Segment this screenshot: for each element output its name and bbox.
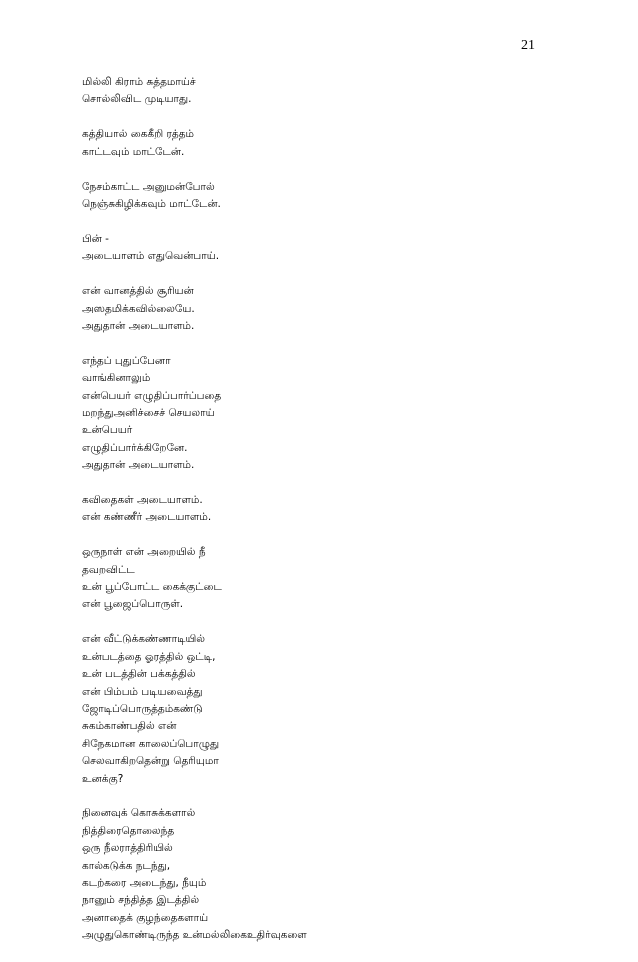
poem-line: நித்திரைதொலைந்த (82, 824, 175, 837)
page-number: 21 (521, 38, 535, 53)
poem-line: ஒருநாள் என் அறையில் நீ (82, 546, 206, 559)
stanza-6 (82, 353, 602, 475)
poem-line: அதுதான் அடையாளம். (82, 319, 195, 332)
poem-line: சொல்லிவிட முடியாது. (82, 93, 192, 106)
stanza-8 (82, 544, 602, 614)
poem-body (82, 74, 602, 962)
poem-line: மறந்துஅனிச்சைச் செயலாய் (82, 406, 215, 419)
stanza-1 (82, 74, 602, 109)
stanza-7 (82, 492, 602, 527)
stanza-2 (82, 126, 602, 161)
stanza-10 (82, 805, 602, 944)
poem-line: நானும் சந்தித்த இடத்தில் (82, 894, 200, 907)
poem-line: சிநேகமான காலைப்பொழுது (82, 737, 220, 750)
poem-line: எழுதிப்பார்க்கிறேனே. (82, 441, 188, 454)
poem-line: அடையாளம் எதுவென்பாய். (82, 250, 220, 263)
poem-line: என் பூஜைப்பொருள். (82, 598, 184, 611)
poem-line: உன் படத்தின் பக்கத்தில் (82, 668, 196, 681)
poem-line: ஜோடிப்பொருத்தம்கண்டு (82, 702, 203, 715)
poem-line: பின் - (82, 232, 109, 245)
poem-line: காட்டவும் மாட்டேன். (82, 145, 185, 158)
poem-line: என் வீட்டுக்கண்ணாடியில் (82, 633, 205, 646)
poem-line: என் வானத்தில் சூரியன் (82, 285, 194, 298)
poem-line: ஒரு நீலராத்திரியில் (82, 842, 173, 855)
poem-line: வாங்கினாலும் (82, 372, 151, 385)
poem-line: உன் பூப்போட்ட கைக்குட்டை (82, 581, 222, 594)
poem-line: என் கண்ணீர் அடையாளம். (82, 511, 212, 524)
poem-line: உனக்கு? (82, 772, 124, 785)
stanza-9 (82, 631, 602, 788)
poem-line: செலவாகிறதென்று தெரியுமா (82, 755, 219, 768)
poem-line: கவிதைகள் அடையாளம். (82, 494, 203, 507)
poem-line: உன்படத்தை ஓரத்தில் ஒட்டி, (82, 650, 216, 663)
stanza-5 (82, 283, 602, 335)
poem-line: அஸதமிக்கவில்லையே. (82, 302, 195, 315)
poem-line: தவறவிட்ட (82, 563, 135, 576)
poem-line: எந்தப் புதுப்பேனா (82, 354, 171, 367)
poem-line: மில்லி கிராம் சுத்தமாய்ச் (82, 76, 196, 88)
poem-line: கால்கடுக்க நடந்து, (82, 859, 171, 872)
poem-line: என்பெயர் எழுதிப்பார்ப்பதை (82, 389, 222, 402)
poem-line: என் பிம்பம் படியவைத்து (82, 685, 203, 698)
poem-line: கடற்கரை அடைந்து, நீயும் (82, 876, 207, 889)
poem-line: சுகம்காண்பதில் என் (82, 720, 177, 733)
poem-line: அதுதான் அடையாளம். (82, 459, 195, 472)
poem-line: உன்பெயர் (82, 424, 133, 437)
poem-line: கத்தியால் கைகீறி ரத்தம் (82, 128, 194, 141)
poem-line: நெஞ்சுகிழிக்கவும் மாட்டேன். (82, 197, 221, 210)
poem-line: அழுதுகொண்டிருந்த உன்மல்லிகைஉதிர்வுகளை (82, 929, 307, 942)
poem-line: நினைவுக் கொசுக்களால் (82, 807, 196, 820)
stanza-4 (82, 231, 602, 266)
stanza-3 (82, 179, 602, 214)
poem-line: அனாதைக் குழந்தைகளாய் (82, 911, 209, 924)
poem-line: நேசம்காட்ட அனுமன்போல் (82, 180, 215, 193)
